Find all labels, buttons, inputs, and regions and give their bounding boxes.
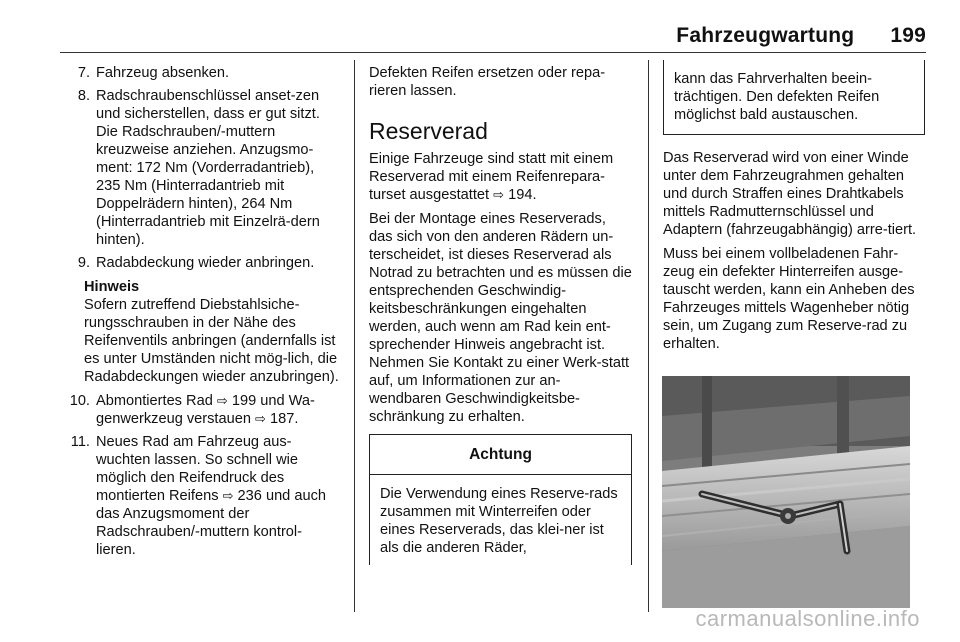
column-1: [64, 64, 340, 564]
header-rule: [60, 52, 926, 53]
page-header: [676, 24, 926, 48]
chapter-title: Fahrzeugwartung: [676, 24, 855, 47]
intro-text: Defekten Reifen ersetzen oder repa-rieren lassen.: [369, 65, 606, 99]
column-3: [663, 60, 925, 359]
page-ref-194[interactable]: 194: [508, 187, 533, 203]
hint-title: Hinweis: [84, 279, 140, 295]
column-2: [369, 64, 632, 565]
step-8: 8. Radschraubenschlüssel anset-zen und sicherstellen, dass er gut sitzt. Die Radschrauben/-muttern kreuzweise anziehen. Anzugsmo-ment: 172 Nm (Vorderradantrieb), 235 Nm (Hinterradantrieb mit Doppelrädern hinten), 264 Nm (Hinterradantrieb mit Einzelrä-dern hinten).: [77, 88, 320, 248]
step-10: 10. Abmontiertes Rad ⇨ 199 und Wa-genwerkzeug verstauen ⇨ 187.: [69, 393, 315, 427]
warning-title: Achtung: [370, 435, 631, 475]
column-divider-1: [354, 60, 355, 612]
page-ref-arrow-icon: ⇨: [493, 187, 505, 202]
page-ref-199[interactable]: 199: [231, 393, 257, 409]
paragraph-repair-kit: Einige Fahrzeuge sind statt mit einem Reserverad mit einem Reifenrepara-turset ausgestattet ⇨ 194.: [369, 151, 614, 203]
paragraph-winch: Das Reserverad wird von einer Winde unter dem Fahrzeugrahmen gehalten und durch Straffen eines Drahtkabels mittels Radmutternschlüssel und Adaptern (fahrzeugabhängig) arre-tiert.: [663, 150, 917, 238]
column-divider-2: [648, 60, 649, 612]
spare-wheel-illustration: [662, 376, 910, 608]
step-11: 11. Neues Rad am Fahrzeug aus-wuchten lassen. So schnell wie möglich den Reifendruck des montierten Reifens ⇨ 236 und auch das Anzugsmoment der Radschrauben/-muttern kontrol-lieren.: [70, 434, 327, 558]
page-number: 199: [890, 24, 926, 47]
hint-box: [64, 278, 340, 386]
spare-wheel-photo: [662, 376, 910, 608]
warning-box: [369, 434, 632, 565]
warning-box-continued: kann das Fahrverhalten beein-trächtigen. Den defekten Reifen möglichst bald austauschen.: [663, 60, 925, 135]
warning-text: Die Verwendung eines Reserve-rads zusammen mit Winterreifen oder eines Reserverads, das klei-ner ist als die anderen Räder,: [380, 486, 618, 556]
paragraph-jack: Muss bei einem vollbeladenen Fahr-zeug ein defekter Hinterreifen ausge-tauscht werden, kann ein Anheben des Fahrzeuges mittels Wagenheber nötig sein, um Zugang zum Reserve-rad zu erhalten.: [663, 246, 915, 352]
step-7: 7. Fahrzeug absenken.: [77, 65, 230, 81]
page-ref-arrow-icon: ⇨: [222, 488, 234, 503]
section-title-reserverad: Reserverad: [369, 118, 488, 144]
page-ref-236[interactable]: 236: [237, 488, 262, 504]
paragraph-emergency-wheel: Bei der Montage eines Reserverads, das sich von den anderen Rädern un-terscheidet, ist dieses Reserverad als Notrad zu betrachten und es müssen die entsprechenden Geschwindig-keitsbeschränkungen eingehalten werden, auch wenn am Rad kein ent-sprechender Hinweis angebracht ist. Nehmen Sie Kontakt zu einer Werk-statt auf, um Informationen zur an-wendbaren Geschwindigkeitsbe-schränkung zu erhalten.: [369, 211, 632, 425]
step-9: 9. Radabdeckung wieder anbringen.: [77, 255, 315, 271]
page-ref-187[interactable]: 187: [269, 411, 295, 427]
hint-text: Sofern zutreffend Diebstahlsiche-rungsschrauben in der Nähe des Reifenventils anbringen (andernfalls ist es unter Umständen nicht mög-lich, die Radabdeckungen wieder anzubringen).: [84, 297, 339, 385]
page-ref-arrow-icon: ⇨: [216, 393, 228, 408]
steps-list-2: [64, 392, 340, 559]
watermark: carmanualsonline.info: [695, 606, 920, 631]
page-ref-arrow-icon: ⇨: [255, 411, 266, 426]
steps-list: [64, 64, 340, 272]
